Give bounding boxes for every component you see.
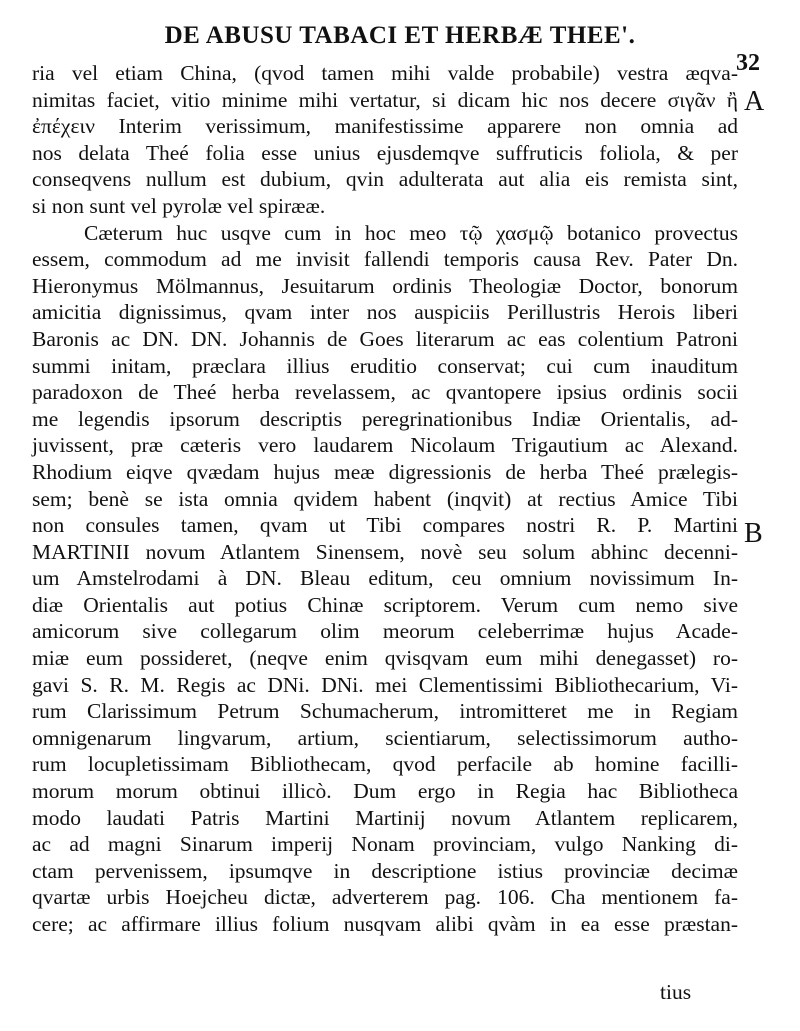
- page-number: 32: [736, 50, 760, 76]
- text-line: ria vel etiam China, (qvod tamen mihi valde probabile) vestra æqva-: [32, 61, 738, 85]
- text-line: essem, commodum ad me invisit fallendi temporis causa Rev. Pater Dn.: [32, 247, 738, 272]
- text-line: si non sunt vel pyrolæ vel spirææ.: [32, 193, 326, 218]
- text-line: modo laudati Patris Martini Martinij novum Atlantem replicarem,: [32, 805, 738, 830]
- text-line: paradoxon de Theé herba revelassem, ac qvantopere ipsius ordinis socii: [32, 380, 738, 405]
- text-line: nos delata Theé folia esse unius ejusdemqve suffruticis foliola, & per: [32, 140, 738, 165]
- text-line: ac ad magni Sinarum imperij Nonam provinciam, vulgo Nanking di-: [32, 832, 738, 857]
- text-line: nimitas faciet, vitio minime mihi vertatur, si dicam hic nos decere σιγᾶν ἢ: [32, 87, 738, 112]
- running-head: DE ABUSU TABACI ET HERBÆ THEE'.: [164, 22, 636, 49]
- text-line: Hieronymus Mölmannus, Jesuitarum ordinis Theologiæ Doctor, bonorum: [32, 273, 738, 298]
- text-line: summi initam, præclara illius eruditio conservat; cui cum inauditum: [32, 353, 738, 378]
- text-line: ctam pervenissem, ipsumqve in descriptione istius provinciæ decimæ: [32, 858, 738, 883]
- text-line: miæ eum possideret, (neqve enim qvisqvam eum mihi denegasset) ro-: [32, 646, 738, 671]
- text-line: Baronis ac DN. DN. Johannis de Goes literarum ac eas colentium Patroni: [32, 326, 738, 351]
- text-line: conseqvens nullum est dubium, qvin adulterata aut alia eis remista sint,: [32, 167, 738, 192]
- margin-marker-a: A: [744, 86, 765, 117]
- body-text: [32, 60, 738, 938]
- text-line: diæ Orientalis aut potius Chinæ scriptorem. Verum cum nemo sive: [32, 592, 738, 617]
- text-line: omnigenarum lingvarum, artium, scientiarum, selectissimorum autho-: [32, 725, 738, 750]
- text-line: Rhodium eiqve qvædam hujus meæ digressionis de herba Theé prælegis-: [32, 459, 738, 484]
- text-line: amicorum sive collegarum olim meorum celeberrimæ hujus Acade-: [32, 619, 738, 644]
- text-line: Cæterum huc usqve cum in hoc meo τῷ χασμῷ botanico provectus: [84, 220, 738, 245]
- text-line: um Amstelrodami à DN. Bleau editum, ceu omnium novissimum In-: [32, 566, 738, 591]
- text-line: gavi S. R. M. Regis ac DNi. DNi. mei Clementissimi Bibliothecarium, Vi-: [32, 672, 738, 697]
- catchword: tius: [660, 980, 692, 1004]
- text-line: qvartæ urbis Hoejcheu dictæ, adverterem pag. 106. Cha mentionem fa-: [32, 885, 738, 910]
- text-line: non consules tamen, qvam ut Tibi compares nostri R. P. Martini: [32, 513, 738, 538]
- text-line: juvissent, præ cæteris vero laudarem Nicolaum Trigautium ac Alexand.: [32, 433, 738, 458]
- text-line: rum locupletissimam Bibliothecam, qvod perfacile ab homine facilli-: [32, 752, 738, 777]
- text-line: ἐπέχειν Interim verissimum, manifestissime apparere non omnia ad: [32, 114, 738, 139]
- margin-marker-b: B: [744, 518, 763, 549]
- text-line: sem; benè se ista omnia qvidem habent (inqvit) at rectius Amice Tibi: [32, 486, 738, 511]
- text-line: me legendis ipsorum descriptis peregrinationibus Indiæ Orientalis, ad-: [32, 406, 738, 431]
- text-line: rum Clarissimum Petrum Schumacherum, intromitteret me in Regiam: [32, 699, 738, 724]
- text-line: MARTINII novum Atlantem Sinensem, novè seu solum abhinc decenni-: [32, 539, 738, 564]
- text-line: morum morum obtinui illicò. Dum ergo in Regia hac Bibliotheca: [32, 779, 738, 804]
- text-line: amicitia dignissimus, qvam inter nos auspiciis Perillustris Herois liberi: [32, 300, 738, 325]
- text-line: cere; ac affirmare illius folium nusqvam alibi qvàm in ea esse præstan-: [32, 912, 738, 936]
